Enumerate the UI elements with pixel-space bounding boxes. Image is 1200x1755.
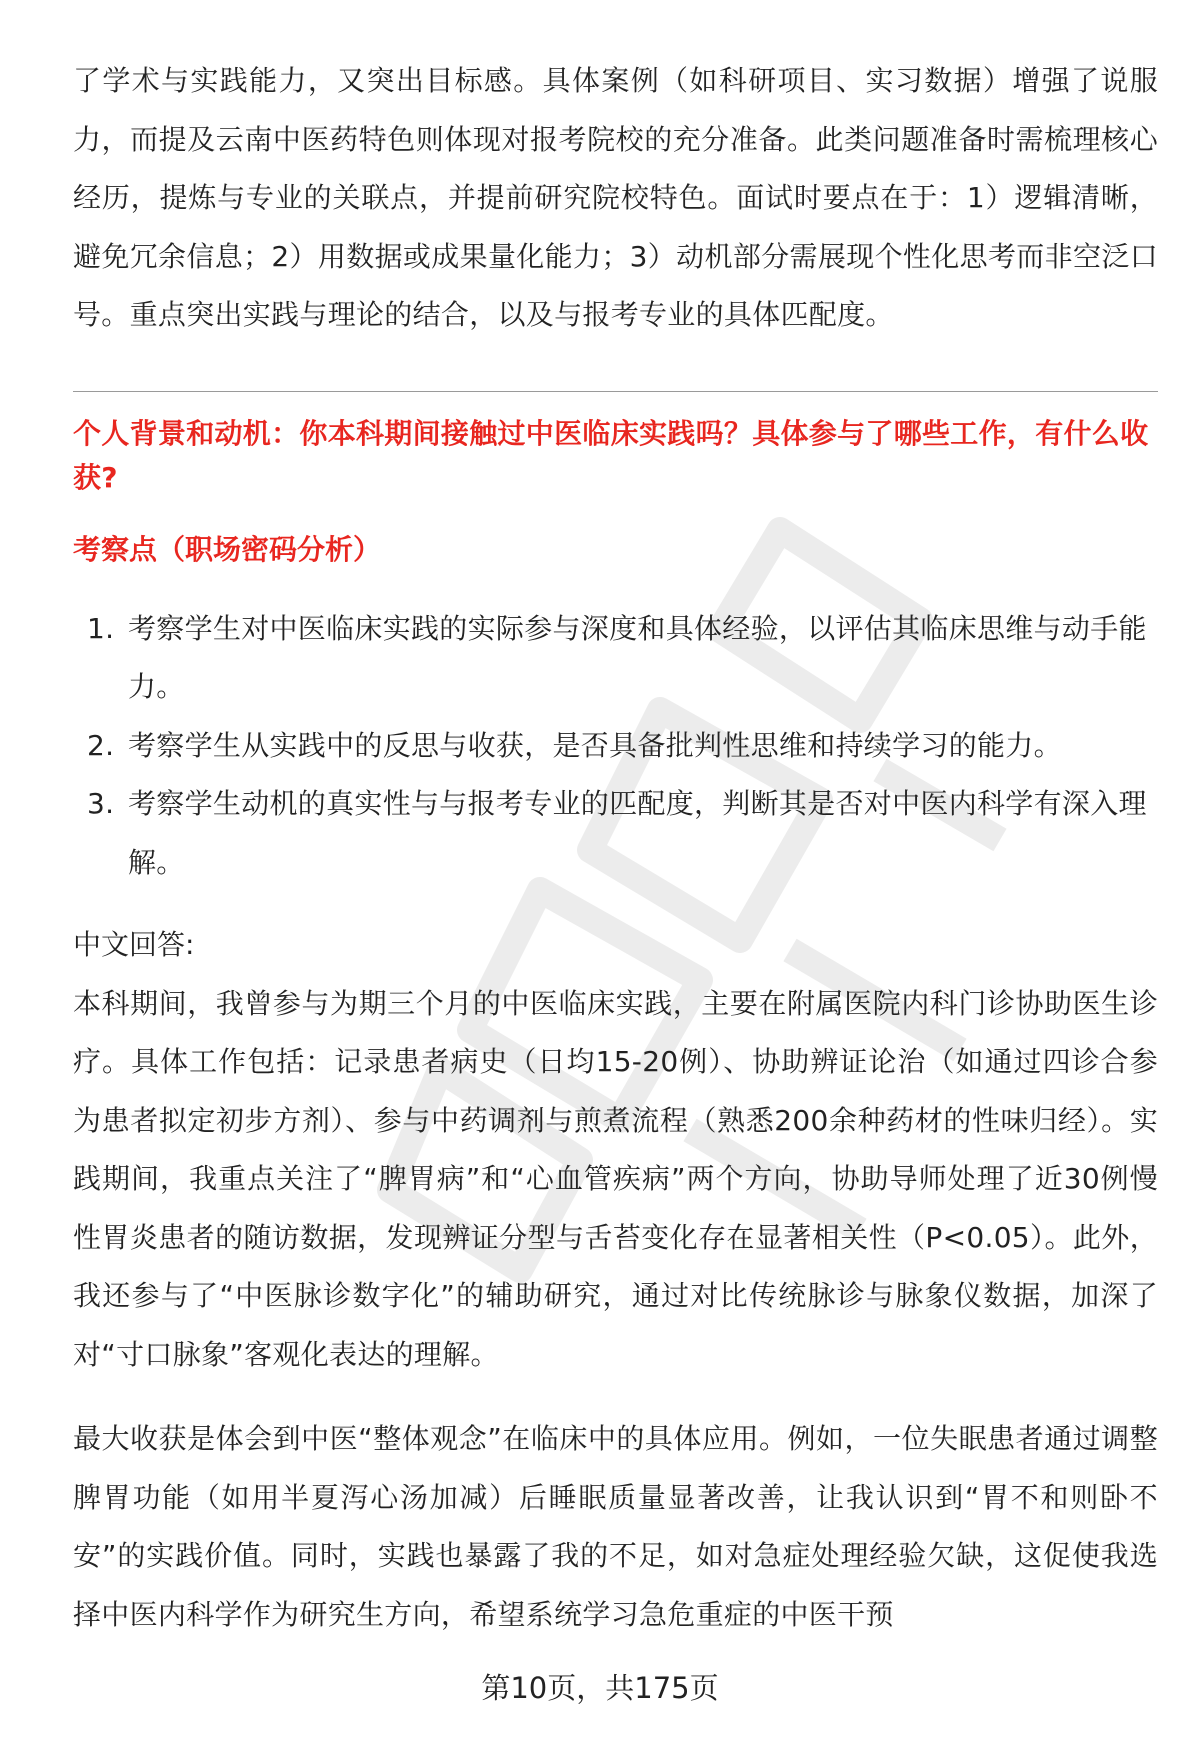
list-item-text: 考察学生对中医临床实践的实际参与深度和具体经验，以评估其临床思维与动手能力。 bbox=[128, 611, 1147, 703]
assessment-points-heading: 考察点（职场密码分析） bbox=[73, 532, 382, 566]
list-item-text: 考察学生动机的真实性与与报考专业的匹配度，判断其是否对中医内科学有深入理解。 bbox=[128, 787, 1147, 879]
list-item bbox=[73, 717, 1158, 776]
paragraph-gap bbox=[73, 1384, 1158, 1410]
assessment-points-list bbox=[73, 600, 1158, 893]
list-item-number: 2. bbox=[87, 728, 115, 762]
list-item-number: 1. bbox=[87, 611, 115, 645]
page-number-footer: 第10页，共175页 bbox=[481, 1671, 719, 1705]
question-title: 个人背景和动机：你本科期间接触过中医临床实践吗？具体参与了哪些工作，有什么收获? bbox=[73, 416, 1149, 494]
list-item bbox=[73, 600, 1158, 717]
list-item bbox=[73, 775, 1158, 892]
list-item-number: 3. bbox=[87, 787, 115, 820]
section-divider bbox=[73, 391, 1158, 392]
answer-paragraph-1: 本科期间，我曾参与为期三个月的中医临床实践，主要在附属医院内科门诊协助医生诊疗。具体工作包括：记录患者病史（日均15-20例）、协助辨证论治（如通过四诊合参为患者拟定初步方剂）、参与中药调剂与煎煮流程（熟悉200余种药材的性味归经）。实践期间，我重点关注了“脾胃病”和“心血管疾病”两个方向，协助导师处理了近30例慢性胃炎患者的随访数据，发现辨证分型与舌苔变化存在显著相关性（P<0.05）。此外，我还参与了“中医脉诊数字化”的辅助研究，通过对比传统脉诊与脉象仪数据，加深了对“寸口脉象”客观化表达的理解。 bbox=[73, 986, 1158, 1371]
answer-label: 中文回答: bbox=[73, 928, 195, 961]
main-content bbox=[73, 52, 1158, 1644]
answer-paragraph-2: 最大收获是体会到中医“整体观念”在临床中的具体应用。例如，一位失眠患者通过调整脾胃功能（如用半夏泻心汤加减）后睡眠质量显著改善，让我认识到“胃不和则卧不安”的实践价值。同时，实践也暴露了我的不足，如对急症处理经验欠缺，这促使我选择中医内科学作为研究生方向，希望系统学习急危重症的中医干预 bbox=[73, 1422, 1158, 1631]
list-item-text: 考察学生从实践中的反思与收获，是否具备批判性思维和持续学习的能力。 bbox=[128, 728, 1062, 762]
intro-paragraph: 了学术与实践能力，又突出目标感。具体案例（如科研项目、实习数据）增强了说服力，而提及云南中医药特色则体现对报考院校的充分准备。此类问题准备时需梳理核心经历，提炼与专业的关联点，并提前研究院校特色。面试时要点在于：1）逻辑清晰，避免冗余信息；2）用数据或成果量化能力；3）动机部分需展现个性化思考而非空泛口号。重点突出实践与理论的结合，以及与报考专业的具体匹配度。 bbox=[73, 64, 1158, 331]
